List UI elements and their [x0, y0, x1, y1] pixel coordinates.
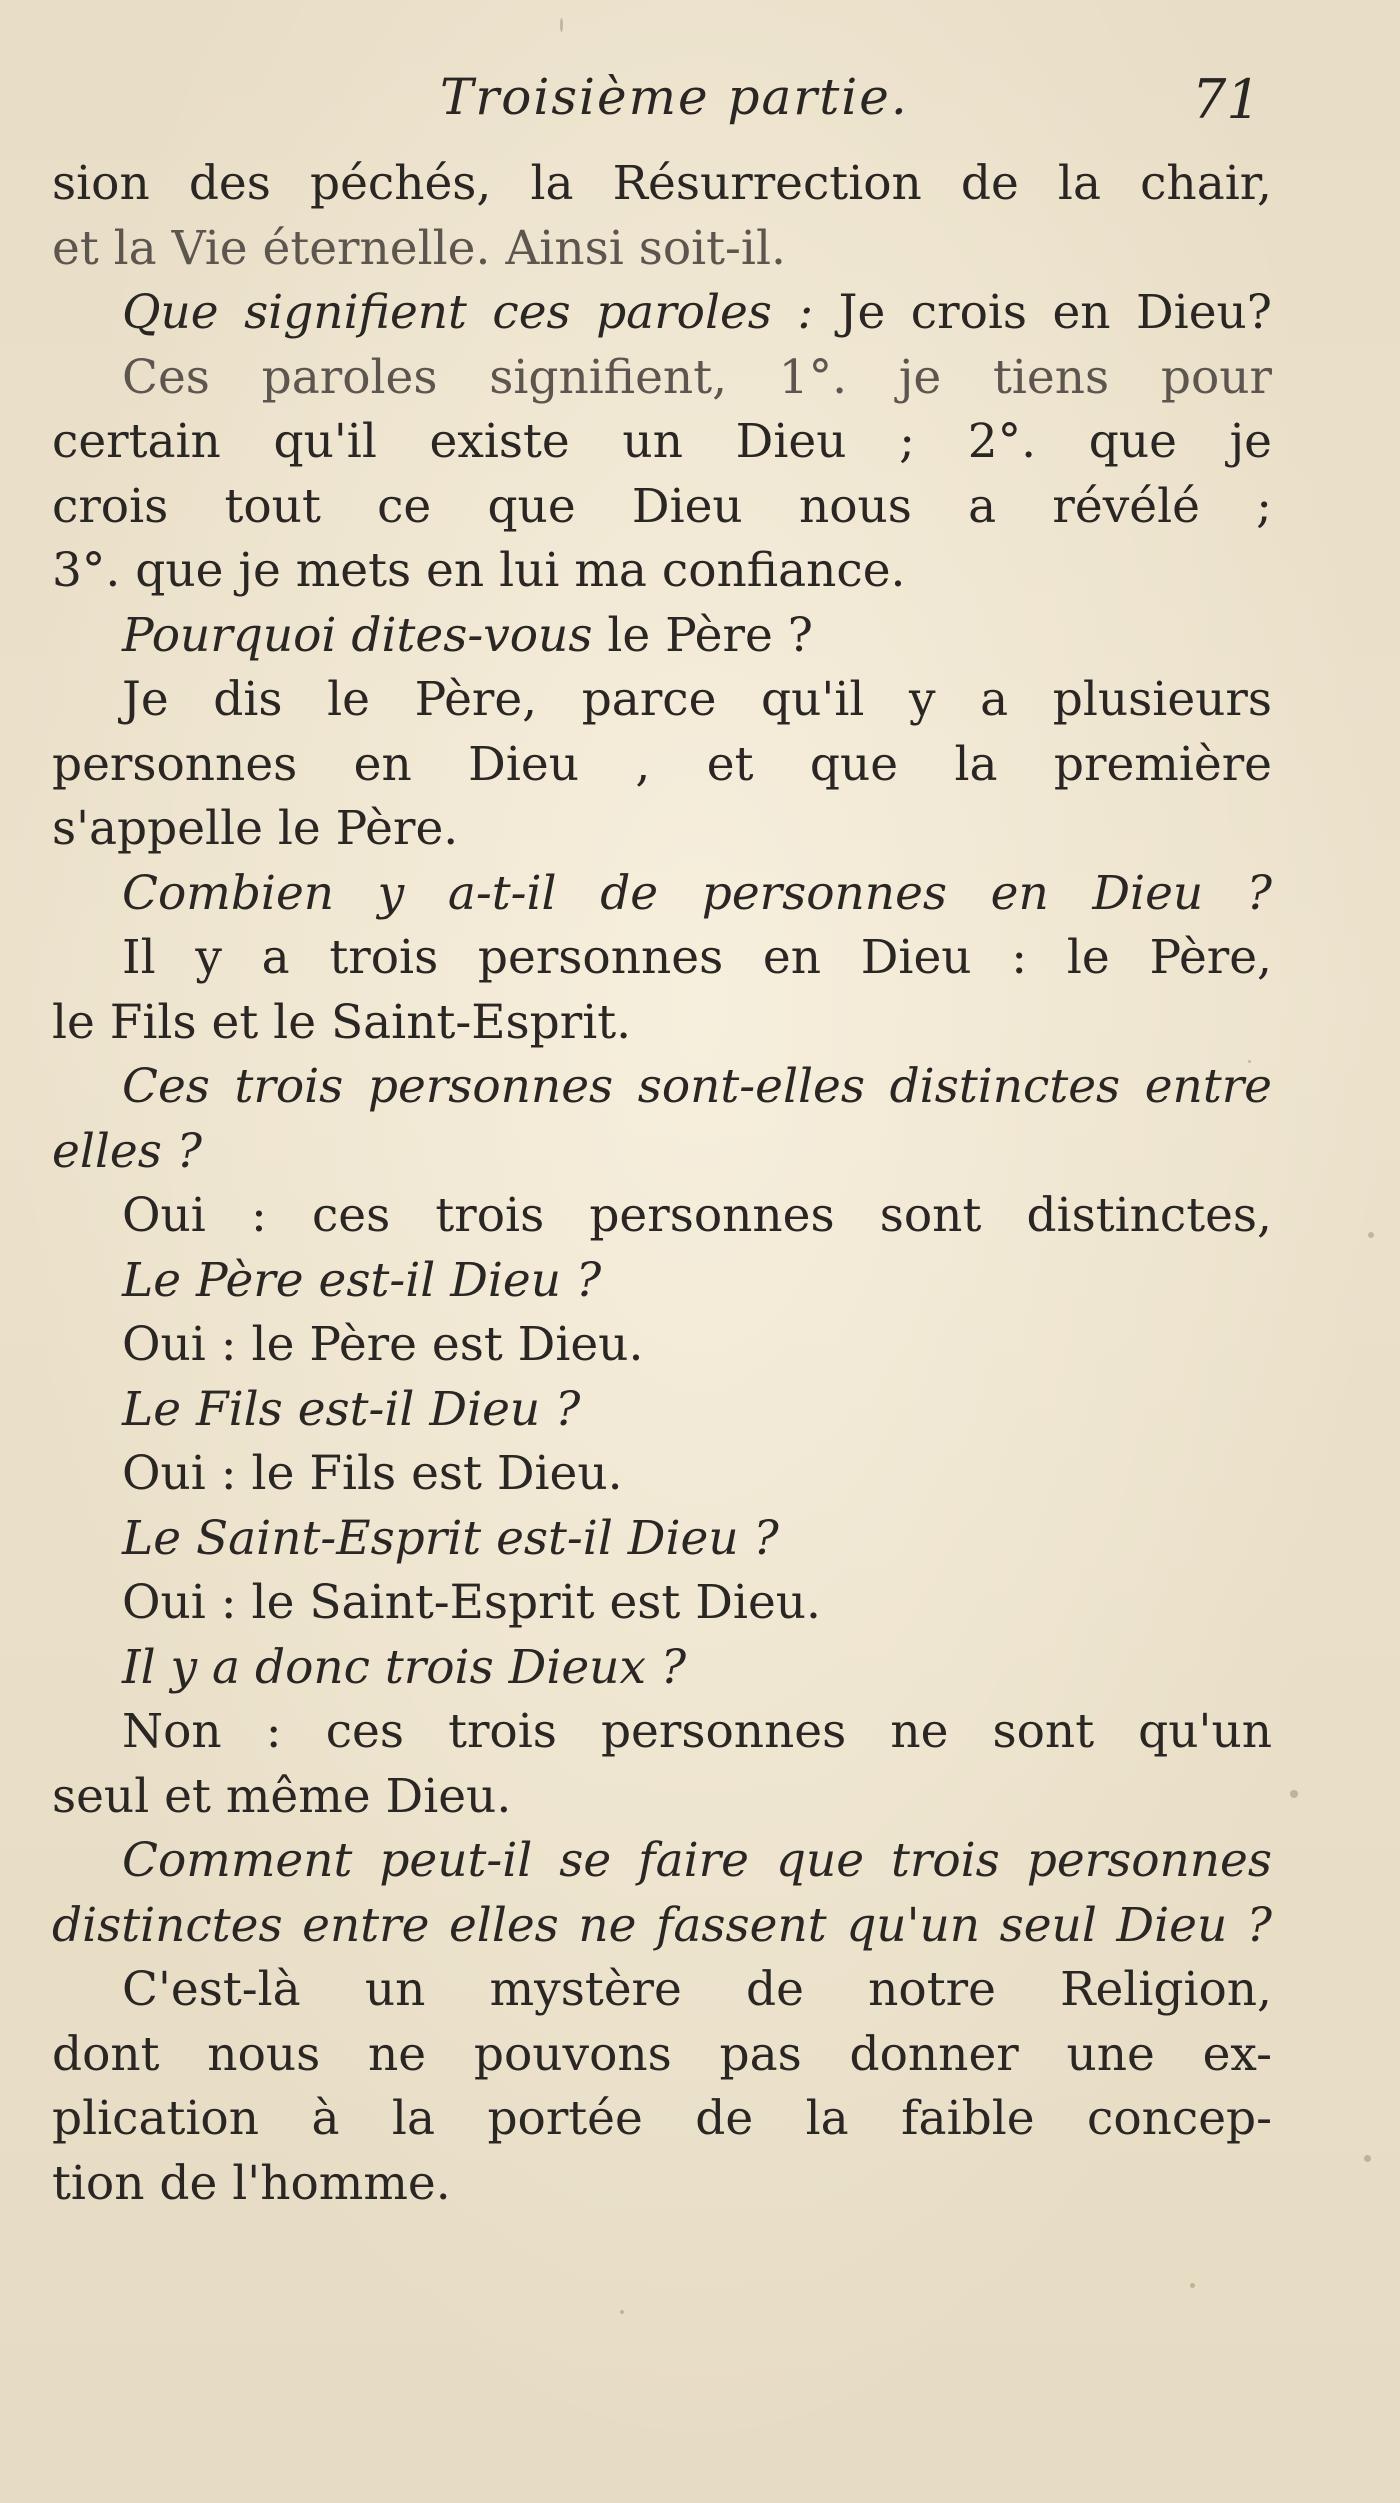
question-line: Comment peut-il se faire que trois personnes: [122, 1833, 1272, 1888]
catechism-text: [52, 152, 1272, 2216]
text-line: crois tout ce que Dieu nous a révélé ;: [52, 478, 1272, 534]
question-line: elles ?: [52, 1123, 202, 1179]
paper-speck: [620, 2310, 624, 2314]
question-line: Ces trois personnes sont-elles distinctes entre: [122, 1059, 1272, 1114]
text-line: [52, 281, 1272, 346]
text-line: Il y a trois personnes en Dieu : le Père,: [122, 930, 1272, 985]
question-fragment: Pourquoi dites-vous: [122, 607, 593, 663]
question-line: Combien y a-t-il de personnes en Dieu ?: [122, 865, 1272, 921]
question-line: Le Fils est-il Dieu ?: [122, 1381, 581, 1437]
paper-speck: [560, 18, 563, 32]
text-line: plication à la portée de la faible concep-: [52, 2091, 1272, 2146]
text-line: Oui : le Saint-Esprit est Dieu.: [122, 1575, 821, 1630]
text-line: [52, 604, 1272, 669]
text-line: seul et même Dieu.: [52, 1768, 512, 1824]
text-line: Non : ces trois personnes ne sont qu'un: [122, 1704, 1272, 1759]
text-line: 3°. que je mets en lui ma confiance.: [52, 543, 906, 598]
text-line: et la Vie éternelle. Ainsi soit-il.: [52, 220, 786, 276]
page-number: 71: [1192, 68, 1261, 131]
paper-speck: [1368, 1232, 1374, 1238]
text-line: Oui : ces trois personnes sont distinctes,: [122, 1188, 1272, 1243]
text-line: Je dis le Père, parce qu'il y a plusieurs: [122, 672, 1272, 727]
paper-speck: [1290, 1790, 1298, 1798]
text-line: tion de l'homme.: [52, 2155, 451, 2211]
text-line: Oui : le Père est Dieu.: [122, 1317, 644, 1372]
paper-speck: [1190, 2283, 1195, 2288]
text-line: sion des péchés, la Résurrection de la chair,: [52, 156, 1272, 211]
text-line: s'appelle le Père.: [52, 801, 459, 856]
question-line: Il y a donc trois Dieux ?: [122, 1639, 687, 1695]
running-title: Troisième partie.: [440, 68, 909, 126]
question-line: Le Saint-Esprit est-il Dieu ?: [122, 1510, 779, 1566]
text-line: personnes en Dieu , et que la première: [52, 736, 1272, 792]
page-header: [0, 68, 1400, 148]
question-line: Le Père est-il Dieu ?: [122, 1252, 602, 1308]
text-line: Oui : le Fils est Dieu.: [122, 1446, 623, 1501]
answer-fragment: Je crois en Dieu?: [813, 285, 1272, 340]
question-line: distinctes entre elles ne fassent qu'un seul Dieu ?: [52, 1897, 1272, 1953]
text-line: dont nous ne pouvons pas donner une ex-: [52, 2026, 1272, 2082]
text-line: Ces paroles signifient, 1°. je tiens pour: [122, 349, 1272, 405]
question-fragment: Que signifient ces paroles :: [122, 285, 814, 340]
text-line: certain qu'il existe un Dieu ; 2°. que je: [52, 414, 1272, 469]
paper-speck: [1364, 2155, 1371, 2162]
text-line: C'est-là un mystère de notre Religion,: [122, 1962, 1272, 2017]
text-line: le Fils et le Saint-Esprit.: [52, 994, 632, 1050]
answer-fragment: le Père ?: [592, 607, 813, 663]
